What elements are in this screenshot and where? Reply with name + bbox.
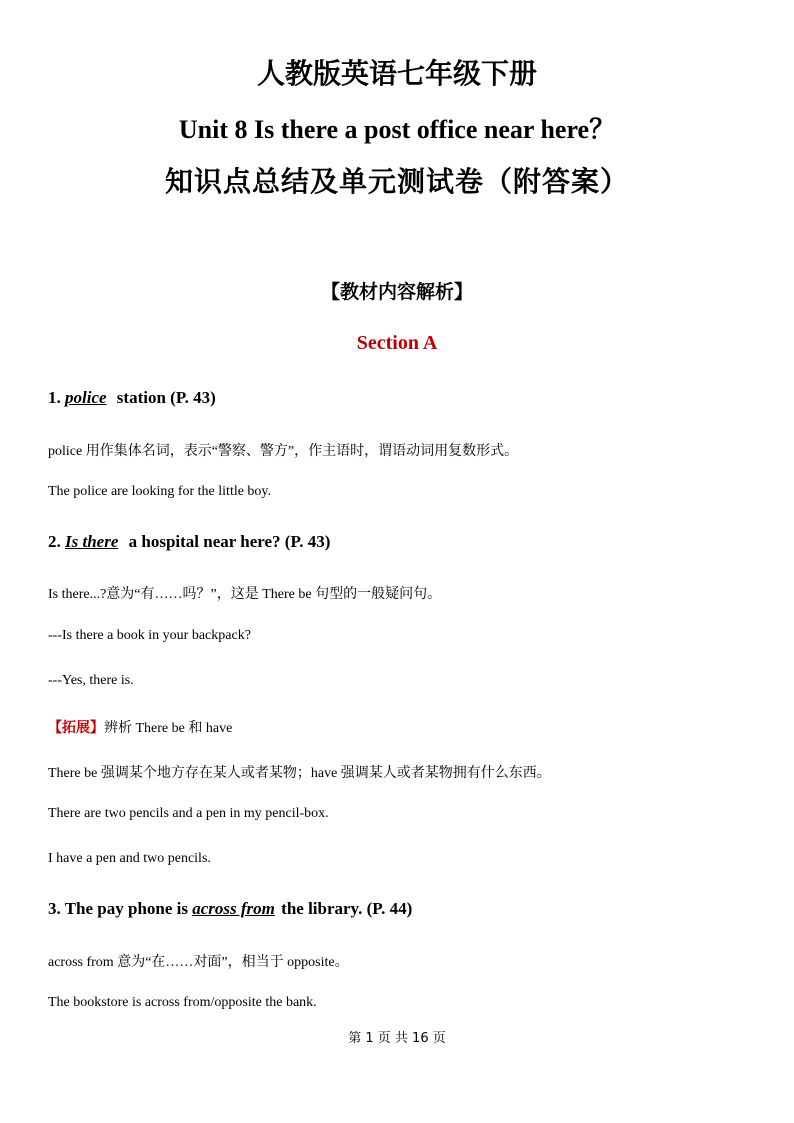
item-2-line-1: Is there...?意为“有……吗？”，这是 There be 句型的一般疑问句。	[48, 587, 442, 602]
extension-heading	[48, 717, 232, 737]
item-3-heading	[48, 899, 412, 919]
item-1-line-2: The police are looking for the little boy.	[48, 484, 272, 499]
page-footer: 第 1 页 共 16 页	[348, 1031, 446, 1046]
item-3-line-2: The bookstore is across from/opposite the bank.	[48, 995, 317, 1010]
section-a-heading: Section A	[356, 332, 438, 354]
item-heading-rest: a hospital near here? (P. 43)	[128, 532, 331, 551]
title-line-1: 人教版英语七年级下册	[256, 57, 537, 90]
section-banner: 【教材内容解析】	[320, 281, 473, 303]
item-heading-prefix: The pay phone is	[64, 899, 188, 918]
item-2-line-3: ---Yes, there is.	[48, 673, 134, 688]
item-heading-rest: the library. (P. 44)	[281, 899, 413, 918]
item-number: 1.	[48, 388, 61, 407]
item-3-line-1: across from 意为“在……对面”，相当于 opposite。	[48, 955, 349, 970]
item-1-heading	[48, 388, 216, 408]
extension-tag: 【拓展】	[48, 721, 104, 736]
item-1-line-1: police 用作集体名词，表示“警察、警方”，作主语时，谓语动词用复数形式。	[48, 444, 519, 459]
item-number: 3.	[48, 899, 61, 918]
item-2-line-2: ---Is there a book in your backpack?	[48, 628, 251, 643]
item-keyword: across from	[192, 899, 275, 918]
item-heading-rest: station (P. 43)	[116, 388, 216, 407]
title-line-2: Unit 8 Is there a post office near here？	[178, 115, 616, 144]
title-line-3: 知识点总结及单元测试卷（附答案）	[164, 165, 629, 198]
item-keyword: police	[65, 388, 107, 407]
item-number: 2.	[48, 532, 61, 551]
extension-text: 辨析 There be 和 have	[104, 721, 233, 736]
item-keyword: Is there	[65, 532, 119, 551]
extension-line-1: There be 强调某个地方存在某人或者某物；have 强调某人或者某物拥有什么东西。	[48, 766, 551, 781]
extension-line-2: There are two pencils and a pen in my pencil-box.	[48, 806, 329, 821]
extension-line-3: I have a pen and two pencils.	[48, 851, 211, 866]
item-2-heading	[48, 532, 330, 552]
